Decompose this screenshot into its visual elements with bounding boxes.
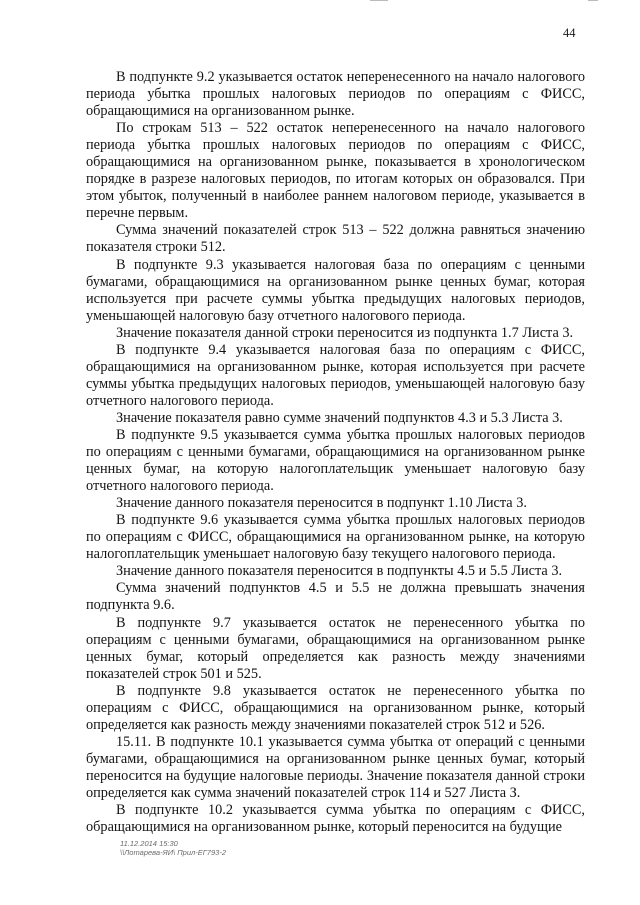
paragraph-9-3-value: Значение показателя данной строки переносится из подпункта 1.7 Листа 3.	[116, 324, 574, 341]
paragraph-9-4: В подпункте 9.4 указывается налоговая база по операциям с ФИСС, обращающимися на организованном рынке, которая используется при расчете суммы убытка предыдущих налоговых периодов, уменьшающей налоговую базу отчетного налогового периода.	[86, 341, 585, 409]
paragraph-9-8: В подпункте 9.8 указывается остаток не перенесенного убытка по операциям с ФИСС, обращающимися на организованном рынке, который определяется как разность между значениями показателей строк 512 и 526.	[86, 682, 585, 733]
paragraph-9-2: В подпункте 9.2 указывается остаток неперенесенного на начало налогового периода убытка прошлых налоговых периодов по операциям с ФИСС, обращающимися на организованном рынке.	[86, 69, 585, 120]
paragraph-9-6-limit: Сумма значений подпунктов 4.5 и 5.5 не должна превышать значения подпункта 9.6.	[86, 580, 585, 614]
paragraph-lines-513-522: По строкам 513 – 522 остаток неперенесенного на начало налогового периода убытка прошлых налоговых периодов по операциям с ФИСС, обращающимися на организованном рынке, показывается в хронологическом порядке в разрезе налоговых периодов, по итогам которых он образовался. При этом убыток, полученный в наиболее раннем налоговом периоде, указывается в перечне первым.	[86, 120, 585, 222]
page-number: 44	[563, 26, 576, 40]
footer-file-path: \\Лотарева-ЯИ\ Прил-ЕГ793-2	[120, 848, 226, 857]
paragraph-10-2: В подпункте 10.2 указывается сумма убытка по операциям с ФИСС, обращающимися на организованном рынке, который переносится на будущие	[86, 802, 585, 836]
paragraph-9-3: В подпункте 9.3 указывается налоговая база по операциям с ценными бумагами, обращающимися на организованном рынке ценных бумаг, которая используется при расчете суммы убытка предыдущих налоговых периодов, уменьшающей налоговую базу отчетного налогового периода.	[86, 256, 585, 324]
paragraph-9-6-value: Значение данного показателя переносится в подпункты 4.5 и 5.5 Листа 3.	[116, 563, 563, 580]
paragraph-9-5-value: Значение данного показателя переносится в подпункт 1.10 Листа 3.	[116, 495, 527, 512]
footer-stamp	[120, 839, 226, 857]
paragraph-9-7: В подпункте 9.7 указывается остаток не перенесенного убытка по операциям с ценными бумагами, обращающимися на организованном рынке ценных бумаг, который определяется как разность между значениями показателей строк 501 и 525.	[86, 614, 585, 682]
footer-timestamp: 11.12.2014 15:30	[120, 839, 178, 848]
paragraph-9-6: В подпункте 9.6 указывается сумма убытка прошлых налоговых периодов по операциям с ФИСС, обращающимися на организованном рынке, на которую налогоплательщик уменьшает налоговую базу текущего налогового периода.	[86, 512, 585, 563]
body-text	[86, 69, 585, 836]
scan-edge-mark	[370, 0, 388, 1]
paragraph-9-5: В подпункте 9.5 указывается сумма убытка прошлых налоговых периодов по операциям с ценными бумагами, обращающимися на организованном рынке ценных бумаг, на которую налогоплательщик уменьшает налоговую базу отчетного налогового периода.	[86, 426, 585, 495]
paragraph-15-11: 15.11. В подпункте 10.1 указывается сумма убытка от операций с ценными бумагами, обращающимися на организованном рынке ценных бумаг, который переносится на будущие налоговые периоды. Значение показателя данной строки определяется как сумма значений показателей строк 114 и 527 Листа З.	[86, 733, 585, 801]
paragraph-sum-513-522: Сумма значений показателей строк 513 – 522 должна равняться значению показателя строки 512.	[86, 222, 585, 256]
scan-edge-mark	[588, 0, 598, 1]
paragraph-9-4-value: Значение показателя равно сумме значений подпунктов 4.3 и 5.3 Листа 3.	[116, 409, 563, 426]
